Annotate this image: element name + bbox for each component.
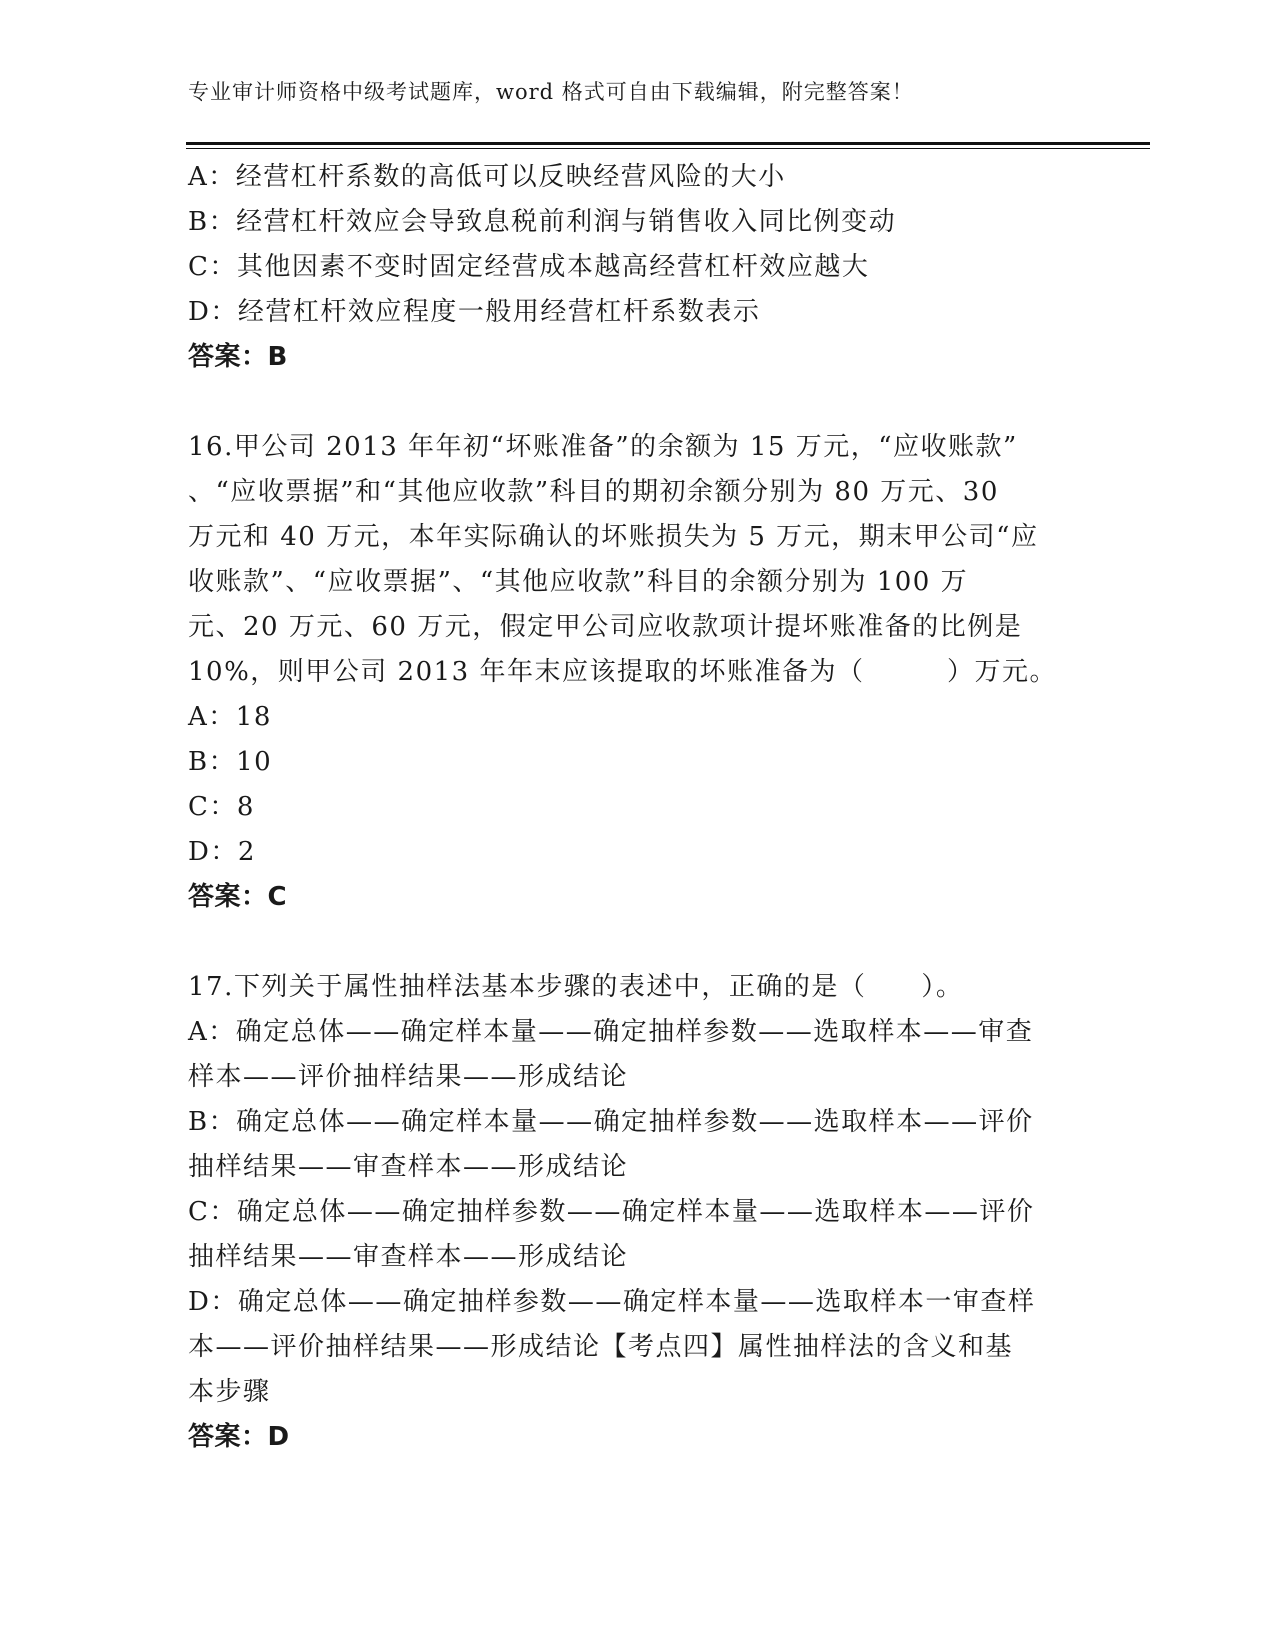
question-17-stem: 17.下列关于属性抽样法基本步骤的表述中，正确的是（ ）。: [188, 972, 964, 1002]
question-15-answer: 答案：B: [188, 342, 288, 372]
option-line: 抽样结果——审查样本——形成结论: [188, 1152, 629, 1182]
option-d: D：经营杠杆效应程度一般用经营杠杆系数表示: [188, 297, 761, 327]
option-line: 样本——评价抽样结果——形成结论: [188, 1062, 629, 1092]
option-line: A：确定总体——确定样本量——确定抽样参数——选取样本——审查: [188, 1017, 1034, 1047]
option-d: D：2: [188, 837, 256, 867]
page-header: 专业审计师资格中级考试题库，word 格式可自由下载编辑，附完整答案！: [188, 80, 914, 104]
stem-line: 16.甲公司 2013 年年初“坏账准备”的余额为 15 万元，“应收账款”: [188, 432, 1018, 462]
option-b: B：10: [188, 747, 273, 777]
option-line: B：确定总体——确定样本量——确定抽样参数——选取样本——评价: [188, 1107, 1034, 1137]
option-line: 抽样结果——审查样本——形成结论: [188, 1242, 629, 1272]
question-16-answer: 答案：C: [188, 882, 288, 912]
question-15-options: [188, 155, 1088, 335]
option-line: D：确定总体——确定抽样参数——确定样本量——选取样本一审查样: [188, 1287, 1036, 1317]
stem-line: 万元和 40 万元，本年实际确认的坏账损失为 5 万元，期末甲公司“应: [188, 522, 1039, 552]
stem-line: 收账款”、“应收票据”、“其他应收款”科目的余额分别为 100 万: [188, 567, 969, 597]
stem-line: 元、20 万元、60 万元，假定甲公司应收款项计提坏账准备的比例是: [188, 612, 1023, 642]
header-rule-thick: [186, 142, 1150, 145]
header-rule-thin: [186, 148, 1150, 149]
stem-line: 、“应收票据”和“其他应收款”科目的期初余额分别为 80 万元、30: [188, 477, 999, 507]
option-c: C：8: [188, 792, 255, 822]
option-line: 本——评价抽样结果——形成结论【考点四】属性抽样法的含义和基: [188, 1332, 1014, 1362]
question-17-answer: 答案：D: [188, 1422, 290, 1452]
question-16-stem: [188, 425, 1088, 695]
spacer: [188, 920, 1088, 965]
question-content: [188, 155, 1088, 1460]
question-17-options: [188, 1010, 1088, 1415]
option-line: C：确定总体——确定抽样参数——确定样本量——选取样本——评价: [188, 1197, 1035, 1227]
option-a: A：18: [188, 702, 272, 732]
option-line: 本步骤: [188, 1377, 271, 1407]
stem-line: 10%，则甲公司 2013 年年末应该提取的坏账准备为（ ）万元。: [188, 657, 1057, 687]
question-16-options: [188, 695, 1088, 875]
option-c: C：其他因素不变时固定经营成本越高经营杠杆效应越大: [188, 252, 870, 282]
spacer: [188, 380, 1088, 425]
option-a: A：经营杠杆系数的高低可以反映经营风险的大小: [188, 162, 786, 192]
option-b: B：经营杠杆效应会导致息税前利润与销售收入同比例变动: [188, 207, 897, 237]
